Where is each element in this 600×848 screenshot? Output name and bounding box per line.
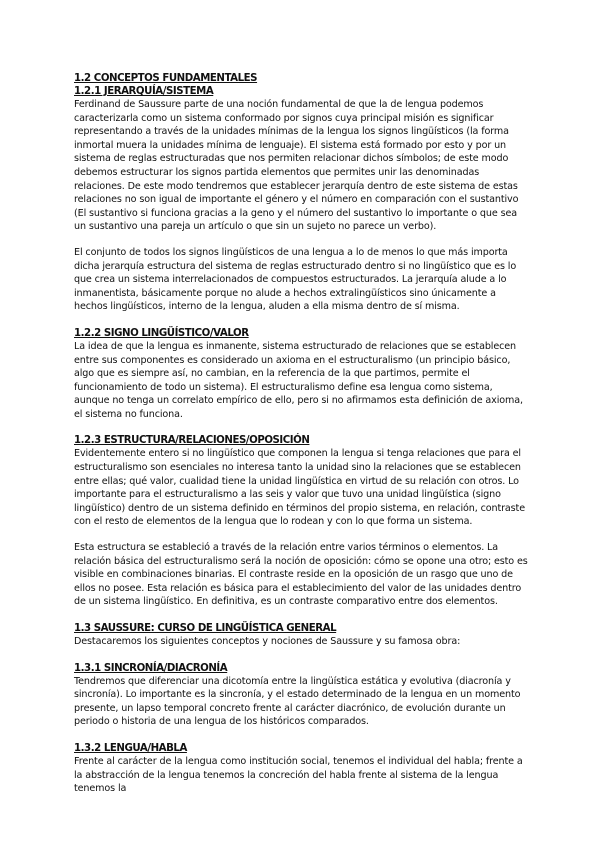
section-heading-1-2-2: 1.2.2 SIGNO LINGÜÍSTICO/VALOR xyxy=(74,327,249,339)
paragraph-sincronia: Tendremos que diferenciar una dicotomía entre la lingüística estática y evolutiva (diacronía y sincronía). Lo importante es la sincronía, y el estado determinado de la lengua en un momento presente, un lapso temporal concreto frente al carácter diacrónico, de evolución durante un periodo o historia de una lengua de los históricos comparados. xyxy=(74,675,521,728)
paragraph-saussure-intro: Destacaremos los siguientes conceptos y nociones de Saussure y su famosa obra: xyxy=(74,636,461,647)
section-heading-1-3-2: 1.3.2 LENGUA/HABLA xyxy=(74,742,187,754)
section-heading-1-3-1: 1.3.1 SINCRONÍA/DIACRONÍA xyxy=(74,662,228,674)
paragraph-estructura-2: Esta estructura se estableció a través de la relación entre varios términos o elementos. La relación básica del estructuralismo será la noción de oposición: cómo se opone una otro; esto es visible en combinaciones binarias. El contraste reside en la oposición de un rasgo que uno de ellos no posee. Esta relación es básica para el establecimiento del valor de las unidades dentro de un sistema lingüístico. En definitiva, es un contraste comparativo entre dos elementos. xyxy=(74,542,528,608)
section-heading-1-2-3: 1.2.3 ESTRUCTURA/RELACIONES/OPOSICIÓN xyxy=(74,435,310,447)
section-heading-1-3: 1.3 SAUSSURE: CURSO DE LINGÜÍSTICA GENERAL xyxy=(74,623,337,634)
paragraph-jerarquia-1: Ferdinand de Saussure parte de una noción fundamental de que la de lengua podemos caracterizarla como un sistema conformado por signos cuya principal misión es significar representando a través de la unidades mínimas de la lengua los signos lingüísticos (la forma inmortal muera la unidades mínima de lenguaje). El sistema está formado por esto y por un sistema de reglas estructuradas que nos permiten relacionar dichos símbolos; de este modo debemos estructurar los signos partida elementos que permites unir las denominadas relaciones. De este modo tendremos que establecer jerarquía dentro de este sistema de estas relaciones no son igual de importante el género y el número en comparación con el sustantivo (El sustantivo si funciona gracias a la geno y el número del sustantivo lo importante o que sea un sustantivo una pareja un artículo o que sin un sujeto no parece un verbo). xyxy=(74,99,519,233)
section-heading-1-2: 1.2 CONCEPTOS FUNDAMENTALES xyxy=(74,73,258,84)
paragraph-signo-valor: La idea de que la lengua es inmanente, sistema estructurado de relaciones que se establecen entre sus componentes es considerado un axioma en el estructuralismo (un principio básico, algo que es siempre así, no cambian, en la referencia de la que partimos, permite el funcionamiento de todo un sistema). El estructuralismo define esa lengua como sistema, aunque no tenga un correlato empírico de ello, pero si no afirmamos esta definición de axioma, el sistema no funciona. xyxy=(74,340,523,420)
paragraph-jerarquia-2: El conjunto de todos los signos lingüísticos de una lengua a lo de menos lo que más importa dicha jerarquía estructura del sistema de reglas estructurado dentro si no lingüístico que es lo que crea un sistema interrelacionados de compuestos estructurados. La jerarquía alude a lo inmanentista, básicamente porque no alude a hechos extralingüísticos sino únicamente a hechos lingüísticos, interno de la lengua, aluden a ella misma dentro de sí misma. xyxy=(74,246,517,313)
section-heading-1-2-1: 1.2.1 JERARQUÍA/SISTEMA xyxy=(74,86,214,97)
paragraph-estructura-1: Evidentemente entero si no lingüístico que componen la lengua si tenga relaciones que para el estructuralismo son esenciales no interesa tanto la unidad sino la relaciones que se establecen entre ellas; qué valor, cualidad tiene la unidad lingüística en virtud de su relación con otros. Lo importante para el estructuralismo a las seis y valor que tuvo una unidad lingüística (signo lingüístico) dentro de un sistema definido en términos del propio sistema, en relación, contraste con el resto de elementos de la lengua que lo rodean y con lo que forma un sistema. xyxy=(74,448,525,528)
paragraph-lengua-habla: Frente al carácter de la lengua como institución social, tenemos el individual del habla; frente a la abstracción de la lengua tenemos la concreción del habla frente al sistema de la lengua tenemos la xyxy=(74,755,523,795)
